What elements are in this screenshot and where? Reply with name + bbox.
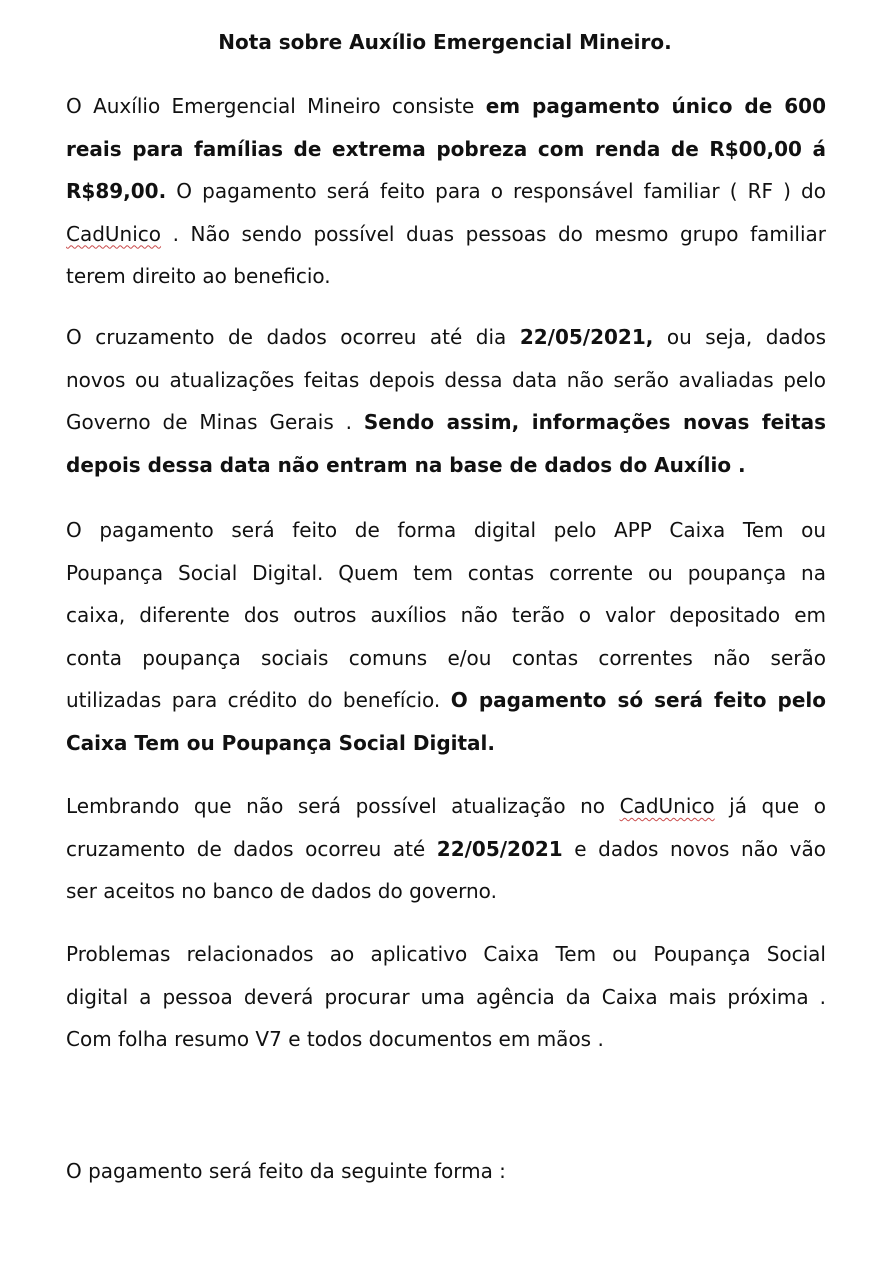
text-line (66, 933, 826, 976)
text-run: O Auxílio Emergencial Mineiro consiste (66, 94, 486, 118)
text-run: conta poupança sociais comuns e/ou contas correntes não serão (66, 645, 826, 670)
bold-text-run: Sendo assim, informações novas feitas (363, 410, 826, 434)
text-line (66, 444, 826, 487)
text-run: caixa, diferente dos outros auxílios não terão o valor depositado em (66, 603, 826, 627)
paragraph-pagamento-digital (66, 509, 826, 764)
bold-date: 22/05/2021 (436, 836, 563, 861)
text-run: já que o (714, 794, 827, 818)
paragraph-cruzamento (66, 316, 826, 486)
text-line (66, 828, 826, 871)
text-line (66, 637, 826, 680)
paragraph-beneficio (66, 85, 826, 298)
text-run: Lembrando que não será possível atualização no (66, 794, 620, 818)
bold-text-run: Caixa Tem ou Poupança Social Digital. (66, 730, 495, 755)
text-line (66, 128, 826, 171)
text-run: Governo de Minas Gerais . (66, 410, 364, 434)
text-line (66, 594, 826, 637)
spellcheck-underlined-word: CadUnico (619, 794, 715, 818)
text-run: O pagamento será feito de forma digital pelo APP Caixa Tem ou (66, 518, 826, 542)
text-run: O pagamento será feito da seguinte forma : (66, 1159, 506, 1183)
spellcheck-underlined-word: CadUnico (66, 221, 162, 246)
text-line (66, 316, 826, 359)
paragraph-atualizacao (66, 785, 826, 913)
text-run: ou seja, dados (653, 325, 826, 349)
text-run: . Não sendo possível duas pessoas do mesmo grupo familiar (161, 221, 826, 246)
bold-text-run: depois dessa data não entram na base de dados do Auxílio . (66, 452, 746, 477)
text-line (66, 85, 826, 128)
text-run: ser aceitos no banco de dados do governo. (66, 879, 497, 903)
text-line (66, 170, 826, 213)
text-line (66, 1018, 826, 1061)
text-run: cruzamento de dados ocorreu até (66, 836, 437, 861)
text-line (66, 722, 826, 765)
text-run: terem direito ao beneficio. (66, 264, 331, 288)
text-run: utilizadas para crédito do benefício. (66, 688, 451, 712)
text-run: e dados novos não vão (562, 836, 826, 861)
text-line (66, 552, 826, 595)
text-line (66, 1150, 826, 1193)
text-run: digital a pessoa deverá procurar uma agência da Caixa mais próxima . (66, 984, 826, 1009)
text-run: Poupança Social Digital. Quem tem contas corrente ou poupança na (66, 560, 826, 585)
text-run: O cruzamento de dados ocorreu até dia (66, 325, 520, 349)
text-line (66, 509, 826, 552)
text-line (66, 213, 826, 256)
text-run: O pagamento será feito para o responsável familiar ( RF ) do (166, 179, 826, 203)
paragraph-forma-pagamento (66, 1150, 826, 1193)
bold-text-run: reais para famílias de extrema pobreza com renda de R$00,00 á (66, 136, 826, 161)
bold-text-run: O pagamento só será feito pelo (450, 688, 826, 712)
bold-date: 22/05/2021, (519, 325, 654, 349)
text-line (66, 785, 826, 828)
text-line (66, 401, 826, 444)
bold-text-run: em pagamento único de 600 (485, 94, 826, 118)
text-run: Problemas relacionados ao aplicativo Caixa Tem ou Poupança Social (66, 942, 826, 966)
paragraph-problemas (66, 933, 826, 1061)
text-line (66, 359, 826, 402)
text-line (66, 255, 826, 298)
text-line (66, 679, 826, 722)
text-run: novos ou atualizações feitas depois dessa data não serão avaliadas pelo (66, 367, 826, 392)
text-run: Com folha resumo V7 e todos documentos em mãos . (66, 1027, 604, 1051)
text-line (66, 976, 826, 1019)
bold-text-run: R$89,00. (66, 179, 167, 203)
document-title: Nota sobre Auxílio Emergencial Mineiro. (218, 30, 672, 54)
text-line (66, 870, 826, 913)
